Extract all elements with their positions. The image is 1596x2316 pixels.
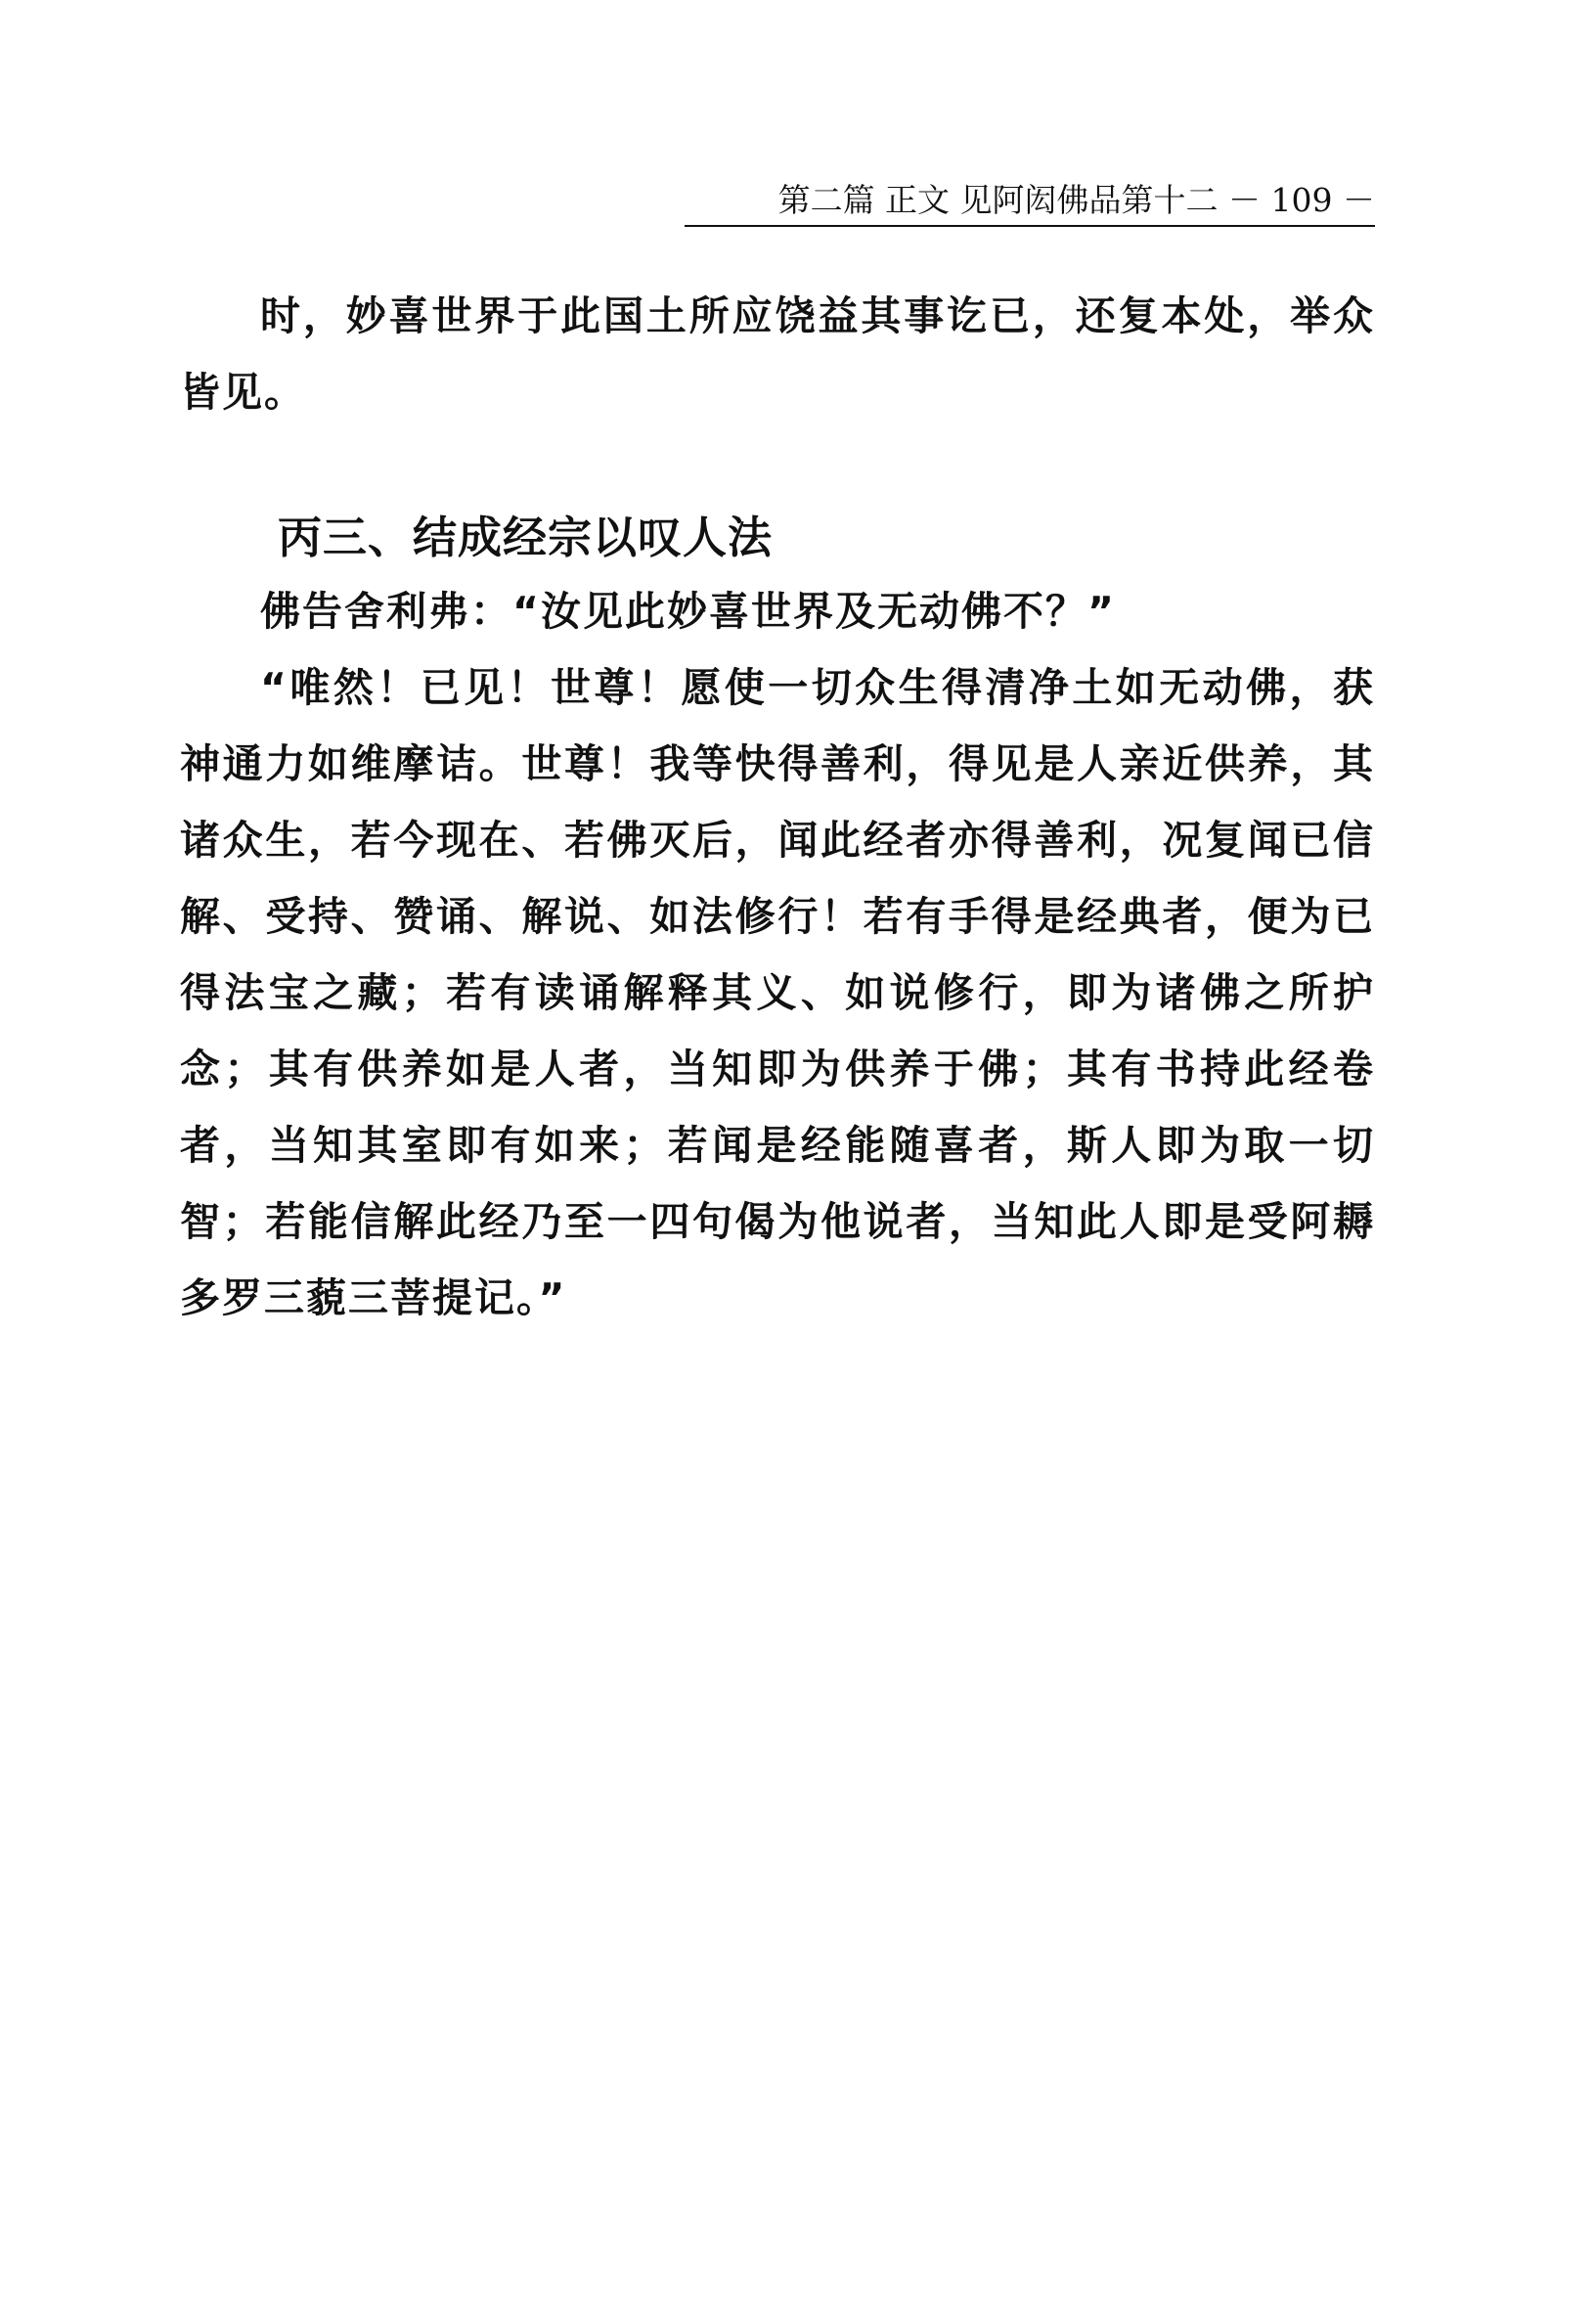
section-heading: 丙三、结成经宗以叹人法 <box>278 512 774 563</box>
paragraph-3: “唯然！已见！世尊！愿使一切众生得清净土如无动佛，获神通力如维摩诘。世尊！我等快得善利，得见是人亲近供养，其诸众生，若今现在、若佛灭后，闻此经者亦得善利，况复闻已信解、受持、赞诵、解说、如法修行！若有手得是经典者，便为已得法宝之藏；若有读诵解释其义、如说修行，即为诸佛之所护念；其有供养如是人者，当知即为供养于佛；其有书持此经卷者，当知其室即有如来；若闻是经能随喜者，斯人即为取一切智；若能信解此经乃至一四句偈为他说者，当知此人即是受阿耨多罗三藐三菩提记。” <box>180 664 1375 1321</box>
paragraph-2: 佛告舍利弗：“汝见此妙喜世界及无动佛不？” <box>260 588 1116 635</box>
paragraph-1: 时，妙喜世界于此国土所应饶益其事讫已，还复本处，举众皆见。 <box>180 292 1375 416</box>
page-body <box>180 278 1375 1336</box>
running-header: 第二篇 正文 见阿闳佛品第十二 － 109 － <box>685 176 1375 227</box>
